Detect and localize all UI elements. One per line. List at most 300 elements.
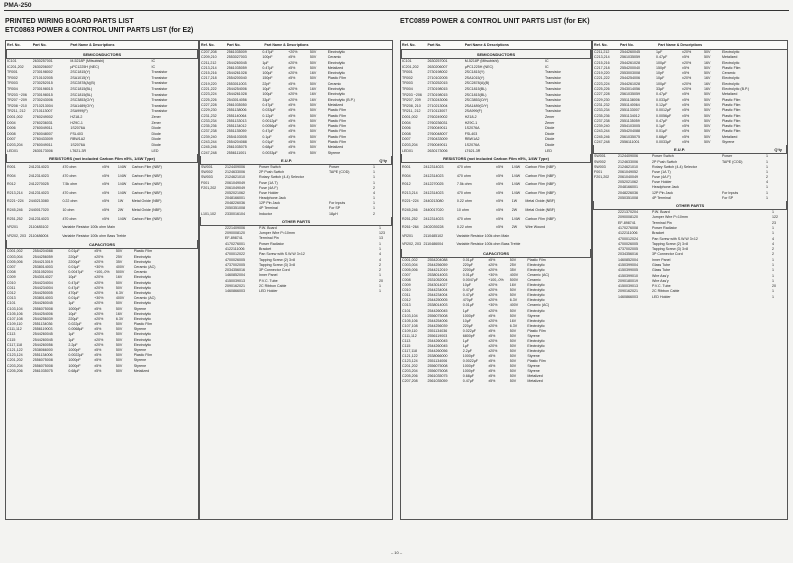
resistor-row (401, 206, 591, 215)
eup-row-cell: SW002 (201, 170, 213, 175)
resistor-row (401, 163, 591, 172)
eup-row-cell: Headphone Jack (259, 196, 286, 201)
capacitor-row-cell: ±5% (288, 108, 296, 113)
semiconductor-row-cell: 2630206007 (427, 64, 448, 69)
capacitor-row-cell: Electrolytic (327, 87, 346, 92)
other-part-row-cell: 1 (379, 284, 381, 289)
capacitor-row-cell: ±5% (288, 145, 296, 150)
capacitor-row-cell: C225,226 (201, 97, 217, 102)
eup-row-cell: Power (722, 154, 733, 159)
capacitor-row-cell: Styrene (133, 327, 147, 332)
capacitor-row-cell: 0.47µF (656, 92, 668, 97)
resistor-row-cell: 1/4W (117, 165, 127, 170)
resistor-row-cell: 0.22 ohm (456, 225, 472, 230)
capacitor-row-cell: Electrolytic (527, 348, 545, 353)
capacitor-row-cell: 0.68µF (262, 145, 274, 150)
semiconductor-row-cell: Diode (544, 131, 555, 136)
semiconductor-row-cell: Zener (151, 114, 161, 119)
capacitor-row-cell: 0.01µF (68, 296, 80, 301)
other-part-row-cell: 20 (379, 278, 383, 283)
capacitor-row-cell: 50V (704, 129, 711, 134)
resistor-row-cell: ±5% (102, 216, 110, 221)
semiconductor-row-cell: 2760249002 (32, 114, 53, 119)
semiconductor-row-cell: 2SA999(F) (70, 109, 88, 114)
other-part-row-cell: 4737002005 (225, 262, 245, 267)
eup-row-cell: 1 (373, 196, 375, 201)
other-part-row-cell: Power Radiator (259, 241, 284, 246)
capacitor-row-cell: C101 (402, 308, 411, 313)
capacitor-row-cell: Plastic Film (722, 97, 741, 102)
other-part-row-cell: 4700012024 (618, 236, 638, 241)
semiconductor-row-cell: IC (544, 59, 549, 63)
capacitor-row-cell: 2544260045 (427, 308, 448, 313)
resistor-row (401, 215, 591, 224)
capacitor-row-cell: ±20% (94, 254, 104, 259)
capacitor-row-cell: C101 (7, 301, 16, 306)
semiconductor-row-cell: Diode (151, 126, 161, 131)
capacitor-row-cell: 2551134036 (427, 328, 448, 333)
eup-row-cell: TAPE (COD) (722, 159, 743, 164)
capacitor-row-cell: 2551138006 (620, 97, 640, 102)
resistor-row-cell: 470 ohm (456, 190, 471, 195)
capacitor-row-cell: 2556075008 (427, 369, 448, 374)
eup-heading (593, 145, 787, 154)
capacitor-row-cell: 0.1µF (656, 124, 666, 129)
capacitor-row-cell: 10pF (656, 71, 665, 76)
capacitor-row-cell: C008 (7, 270, 16, 275)
semiconductors-heading: SEMICONDUCTORS (6, 50, 198, 59)
capacitor-row-cell: 1000pF (68, 348, 81, 352)
capacitor-row-cell: Styrene (527, 364, 540, 369)
capacitor-row-cell: 10µF (68, 275, 77, 280)
capacitor-row-cell: 0.0012µF (656, 108, 672, 113)
capacitor-row-cell: 25V (115, 254, 123, 259)
semiconductor-row-cell: 2760049011 (427, 142, 448, 147)
other-part-row-cell: 1 (379, 289, 381, 294)
other-part-row-cell: P.V.C. Tube (652, 284, 671, 289)
resistor-row-cell: ±5% (102, 190, 110, 195)
capacitor-row-cell: C205,206 (402, 374, 418, 379)
capacitor-row-cell: 0.01µF (462, 273, 474, 278)
other-part-row-cell: 1 (772, 257, 774, 262)
other-part-row-cell: EF-898741 (225, 236, 243, 241)
capacitor-row-cell: 6.3V (115, 290, 124, 295)
capacitor-row-cell: C117,118 (402, 348, 418, 353)
capacitor-row-cell: ±20% (682, 87, 692, 92)
capacitor-row-cell: Electrolytic (133, 316, 152, 321)
semiconductor-row-cell: Diode (544, 137, 555, 142)
resistor-row-cell: 1/4W (511, 216, 521, 221)
capacitor-row-cell: ±20% (488, 293, 498, 298)
eup-row-cell: 2124621010 (618, 164, 638, 169)
resistor-row-cell: 1/4W (511, 173, 521, 178)
capacitor-row-cell: ±20% (488, 348, 498, 353)
eup-row-cell: 2124409006 (225, 164, 245, 169)
capacitor-row-cell: 10µF (462, 283, 471, 288)
resistor-row-cell: Carbon Film (NBF) (525, 173, 556, 178)
semiconductor-row-cell: D006 (7, 126, 16, 131)
capacitor-row-cell: 0.0068µF (68, 327, 84, 332)
capacitor-row-cell: 2531052004 (427, 278, 448, 283)
capacitor-row-cell: Electrolytic (527, 338, 545, 343)
semiconductor-row-cell: D004 (402, 120, 411, 125)
resistor-row (6, 189, 198, 198)
capacitor-row-cell: C219,220 (594, 71, 610, 76)
eup-row-cell: F201,202 (594, 175, 610, 180)
other-part-row-cell: 4170276008 (618, 225, 638, 230)
semiconductor-row-cell: Transistor (544, 103, 561, 108)
resistor-row-cell: 1/4W (117, 173, 127, 178)
capacitor-row-cell: ±20% (682, 76, 692, 81)
capacitor-row-cell: 50V (509, 333, 517, 338)
semiconductor-row-cell: Diode (544, 142, 555, 147)
other-part-row-cell: Jumper Wire P=10mm (259, 231, 295, 236)
capacitor-row-cell: C239,240 (201, 134, 217, 139)
capacitor-row-cell: 0.47µF (262, 102, 274, 107)
resistor-row-cell: R261~264 (402, 225, 419, 230)
capacitor-row-cell: 0.12µF (262, 113, 274, 118)
capacitor-row-cell: 50V (509, 379, 517, 384)
semiconductor-row-cell: µPC1225H (NEC) (70, 64, 99, 69)
capacitor-row-cell: Electrolytic (527, 298, 545, 303)
capacitor-row-cell: Plastic Film (722, 65, 741, 70)
capacitor-row (401, 379, 591, 384)
capacitor-row-cell: 2544261028 (620, 81, 640, 86)
capacitor-row-cell: 0.47µF (462, 288, 474, 293)
capacitor-row-cell: Plastic Film (722, 129, 741, 134)
capacitor-row-cell: Electrolytic (133, 290, 152, 295)
capacitor-row-cell: Electrolytic (133, 301, 152, 306)
resistor-row-cell: ±5% (496, 216, 504, 221)
resistor-row-cell: ±5% (102, 173, 110, 178)
semiconductor-row-cell: 2730198002 (427, 70, 448, 75)
capacitor-row-cell: 50V (115, 342, 123, 347)
capacitor-row-cell: 2554204088 (226, 140, 247, 145)
semiconductor-row-cell: 2730198015 (32, 86, 53, 91)
resistor-row-cell: 2440017020 (28, 208, 49, 213)
resistor-row-cell: 2412270025 (28, 182, 49, 187)
capacitor-row-cell: C007 (402, 273, 411, 278)
capacitor-row-cell: 2538014003 (32, 296, 53, 301)
capacitor-row-cell: 0.0056µF (262, 124, 278, 129)
semiconductor-row-cell: D001,002 (402, 114, 418, 119)
other-part-row-cell: 2090008120 (225, 231, 245, 236)
capacitor-row-cell: Electrolytic (133, 285, 152, 290)
capacitor-row-cell: Styrene (133, 358, 147, 363)
other-part-row-cell: Terminal Pin (652, 220, 672, 225)
capacitor-row-cell: C229,230 (594, 97, 610, 102)
capacitor-row-cell: ±5% (288, 129, 296, 134)
capacitor-row-cell: 2544261028 (226, 71, 247, 76)
capacitor-row-cell: Ceramic (AC) (527, 303, 550, 308)
capacitor-row-cell: Plastic Film (722, 108, 741, 113)
eup-row-cell: For Inputs (722, 190, 739, 195)
resistor-row-cell: ±5% (102, 182, 110, 187)
capacitor-row-cell: C231,232 (201, 113, 217, 118)
semiconductor-row-cell: Diode (151, 137, 161, 142)
capacitor-row-cell: Electrolytic (327, 60, 346, 65)
semiconductor-row-cell: 2760048007 (427, 131, 448, 136)
capacitor-row-cell: ±5% (682, 113, 690, 118)
capacitor-row-cell: 2554204088 (427, 258, 448, 263)
capacitor-row-cell: Metalized (527, 374, 543, 379)
capacitor-row-cell: ±5% (488, 328, 496, 333)
resistor-row-cell (496, 240, 512, 249)
eup-row-cell: 1 (766, 164, 768, 169)
semiconductor-row-cell: 2630257001 (427, 59, 448, 63)
capacitor-row-cell: Electrolytic (527, 268, 545, 273)
capacitor-row-cell: C223,224 (594, 81, 610, 86)
capacitor-row-cell: ±5% (682, 55, 690, 60)
capacitor-row-cell: C003,004 (402, 263, 418, 268)
other-part-row-cell: 4 (772, 236, 774, 241)
capacitor-row-cell: ±20% (488, 283, 498, 288)
semiconductor-row-cell: TR208 ~210 (7, 103, 27, 108)
semiconductor-row-cell: M-5218P (Mitsubishi) (464, 59, 499, 63)
capacitor-row-cell: 2544260045 (32, 332, 53, 337)
capacitor-row-cell: Plastic Film (527, 328, 546, 333)
capacitor-row-cell: 0.0012µF (262, 118, 278, 123)
resistor-row-cell: 2412314023 (423, 173, 444, 178)
eup-row-cell: 18µH (329, 211, 338, 216)
capacitor-row-cell: 500V (115, 270, 125, 275)
capacitor-row-cell: 2554204088 (32, 249, 53, 254)
capacitor-row-cell: 0.0033µF (262, 150, 278, 155)
capacitor-row-cell: Metalized (722, 55, 738, 60)
semiconductor-row-cell: RBW1A2 (70, 137, 86, 142)
capacitor-row-cell: C203,204 (7, 363, 23, 368)
resistor-row-cell: 10 ohm (456, 208, 469, 213)
capacitor-row-cell: ±20% (488, 288, 498, 293)
capacitor-row-cell: 2551133013 (226, 118, 247, 123)
eup-row-cell: Fuse (1A T) (259, 180, 278, 185)
left-title-1: PRINTED WIRING BOARD PARTS LIST (5, 18, 134, 25)
capacitor-row-cell: C217,218 (594, 65, 610, 70)
resistor-row-cell: 2412314023 (28, 173, 49, 178)
resistor-row-cell: Carbon Film (NBF) (131, 165, 162, 170)
capacitor-row-cell: Ceramic (AC) (133, 296, 156, 301)
capacitor-row-cell: ±5% (94, 358, 102, 363)
capacitor-row-cell: Electrolytic (133, 280, 152, 285)
capacitor-row-cell: 2561035059 (427, 379, 448, 384)
eup-row-cell: Headphone Jack (652, 185, 679, 190)
capacitor-row-cell: 50V (509, 374, 517, 379)
other-part-row-cell: 2090008120 (618, 215, 638, 220)
other-part-row-cell: 4 (379, 252, 381, 257)
other-part-row-cell: Tapping Screw (3) 3×8 (259, 262, 296, 267)
capacitor-row-cell: 50V (309, 134, 317, 139)
resistor-row-cell: R221~224 (402, 199, 419, 204)
other-part-row-cell: Power Radiator (652, 225, 677, 230)
capacitor-row-cell: 50V (115, 363, 123, 368)
resistor-row-cell: ±5% (496, 165, 504, 170)
resistor-row-cell: Variable Resistor 100k ohm Bass Treble (456, 242, 521, 247)
other-part-row-cell: 1 (772, 263, 774, 267)
capacitor-row-cell: C103,104 (402, 313, 418, 318)
capacitor-row-cell: 0.01µF (462, 258, 474, 263)
eup-row-cell: 2048226036 (225, 201, 245, 206)
capacitor-row-cell: 1µF (462, 343, 469, 348)
semiconductor-row-cell: Transistor (544, 109, 561, 114)
capacitor-row-cell: C209,210 (201, 55, 217, 60)
other-part-row-cell: LED Holder (652, 294, 671, 299)
capacitor-row-cell: C121,122 (402, 353, 418, 358)
other-part-row-cell: 123 (379, 231, 385, 236)
capacitor-row-cell: 35V (509, 268, 517, 273)
semiconductor-row-cell: IC101 (402, 59, 412, 63)
capacitor-row-cell: Electrolytic (722, 60, 740, 65)
header-part: Part No. (226, 43, 241, 47)
capacitor-row-cell: 6.3V (509, 323, 518, 328)
semiconductor-row-cell: 2730198015 (427, 86, 448, 91)
capacitor-row-cell: ±5% (488, 313, 496, 318)
capacitor-row-cell: 220µF (68, 316, 79, 321)
capacitor-row-cell: 220µF (68, 254, 79, 259)
resistor-row-cell: Carbon Film (NBF) (525, 216, 556, 221)
capacitor-row-cell: C109,110 (7, 322, 23, 327)
capacitor-row-cell: ±5% (288, 150, 296, 155)
eup-row-cell: 4 (766, 180, 768, 185)
eup-row-cell: 1 (373, 180, 375, 185)
semiconductor-row-cell: 2630257001 (32, 59, 53, 63)
resistor-row-cell (511, 232, 525, 241)
semiconductor-row-cell: TR207, 209 (402, 98, 421, 103)
capacitor-row-cell: Plastic Film (327, 124, 347, 129)
capacitor-row-cell: ±20% (94, 275, 104, 280)
semiconductor-row-cell: M-5218P (Mitsubishi) (70, 59, 105, 63)
header-ref: Ref. No. (201, 43, 215, 47)
resistor-row-cell: VR202, 203 (7, 233, 26, 238)
resistor-row-cell: 2412314023 (423, 165, 444, 170)
capacitor-row-cell: C123,124 (7, 353, 23, 358)
other-part-row-cell: 4 (772, 241, 774, 246)
capacitor-row-cell: 50V (509, 308, 517, 313)
capacitor-row-cell: 2538066000 (32, 348, 53, 352)
semiconductor-row-cell: Diode (544, 126, 555, 131)
capacitor-row-cell: C227,228 (594, 92, 610, 97)
left-title-2: ETC0863 POWER & CONTROL UNIT PARTS LIST (for E2) (5, 27, 194, 34)
other-part-row-cell: 1 (772, 278, 774, 283)
capacitor-row-cell: 2544254006 (427, 318, 448, 323)
capacitor-row-cell: ±5% (288, 76, 296, 81)
capacitor-row-cell: 50V (509, 288, 517, 293)
capacitor-row-cell: Styrene (722, 140, 735, 145)
capacitor-row-cell: C245,246 (201, 145, 217, 150)
capacitor-row-cell: +100,-0% (94, 270, 110, 275)
semiconductor-row-cell: 2760048007 (32, 131, 53, 136)
capacitor-row-cell: 10µF (262, 87, 271, 92)
capacitor-row-cell: Ceramic (AC) (527, 273, 550, 278)
capacitor-row-cell: ±20% (682, 81, 692, 86)
capacitor-row-cell: ±5% (682, 97, 690, 102)
capacitor-row-cell: 2538014003 (427, 303, 448, 308)
capacitor-row-cell: ±5% (288, 113, 296, 118)
capacitor-row-cell: C013 (7, 296, 16, 301)
resistor-row-cell: R001 (402, 165, 411, 170)
semiconductor-row-cell: Zener (544, 114, 555, 119)
capacitor-row-cell: 50V (509, 353, 517, 358)
resistor-row-cell: 2402039228 (423, 225, 444, 230)
capacitor-row-cell: 50V (509, 293, 517, 298)
capacitor-row-cell: C215,216 (201, 71, 217, 76)
capacitor-row-cell: 2551134036 (32, 322, 53, 327)
eup-row-cell: 4P Terminal (652, 195, 671, 200)
capacitor-row-cell: Metalized (327, 102, 344, 107)
capacitor-row-cell: 0.47µF (262, 65, 274, 70)
resistor-row-cell: R251,252 (7, 216, 23, 221)
capacitor-row-cell: C107,108 (402, 323, 418, 328)
capacitor-row-cell: 50V (704, 65, 711, 70)
eup-row-cell: For Inputs (329, 201, 346, 206)
semiconductor-row-cell: 2630206007 (32, 64, 53, 69)
capacitor-row-cell: Styrene (133, 306, 147, 311)
other-part-row (593, 295, 787, 300)
eup-row-cell: 2052021062 (225, 190, 245, 195)
eup-row-cell: Power Switch (259, 164, 281, 169)
capacitor-row-cell: 2544261028 (620, 60, 640, 65)
semiconductor-row-cell: HZ9C-1 (464, 120, 478, 125)
capacitor-row-cell: Electrolytic (527, 323, 545, 328)
capacitor-row-cell: Electrolytic (722, 76, 740, 81)
capacitor-row-cell: 16V (115, 311, 123, 316)
eup-row-cell: 12P Pin Jack (259, 201, 280, 206)
semiconductor-row-cell: IC101 (7, 59, 17, 63)
capacitor-row-cell: C013 (402, 303, 411, 308)
capacitor-row-cell: C109,110 (402, 328, 418, 333)
resistor-row-cell: R012 (7, 182, 16, 187)
capacitor-row-cell: 2556119003 (32, 327, 53, 332)
eup-row-cell: SW003 (594, 164, 606, 169)
capacitor-row-cell: 0.12µF (656, 102, 668, 107)
header-ref: Ref. No. (402, 43, 416, 47)
capacitor-row-cell: ±5% (682, 134, 690, 139)
eup-row-cell: 1 (766, 195, 768, 200)
capacitor-row-cell: 400V (509, 273, 519, 278)
semiconductor-row-cell: 2SC2878(A)(B) (70, 81, 95, 86)
semiconductor-row-cell: 2630173006 (427, 148, 448, 153)
capacitor-row-cell: 2561035075 (427, 374, 448, 379)
capacitor-row-cell: Plastic Film (722, 118, 741, 123)
resistor-row-cell: VR201 (7, 225, 18, 230)
capacitor-row-cell: 2544260045 (427, 338, 448, 343)
capacitor-row-cell: Electrolytic (133, 254, 152, 259)
capacitor-row-cell: 0.01µF (656, 129, 668, 134)
capacitor-row-cell: 2553003008 (620, 71, 640, 76)
capacitor-row-cell: ±5% (682, 118, 690, 123)
capacitor-row-cell: 50V (309, 102, 317, 107)
capacitor-row-cell: 16V (309, 97, 317, 102)
semiconductor-row-cell: LED01 (7, 148, 18, 153)
semiconductor-row-cell: TR001 (402, 70, 413, 75)
capacitor-row-cell: ±5% (488, 258, 496, 263)
capacitor-row-cell: 0.0033µF (656, 140, 672, 145)
capacitor-row-cell: 2544256059 (427, 263, 448, 268)
capacitor-row-cell: 50V (115, 358, 123, 363)
resistor-row-cell: 470 ohm (456, 173, 471, 178)
capacitor-row-cell: 1µF (262, 60, 269, 65)
capacitor-row-cell: Electrolytic (B.P.) (722, 87, 750, 92)
capacitor-row-cell: C010 (402, 288, 411, 293)
eup-row-cell: 1 (373, 175, 375, 180)
capacitor-row-cell: ±5% (94, 249, 102, 254)
resistor-row-cell: 2110486004 (423, 242, 444, 247)
capacitor-row-cell: 33µF (656, 87, 665, 92)
capacitor-row-cell: 2551135059 (620, 118, 640, 123)
capacitor-row-cell: 50V (309, 118, 317, 123)
capacitor-row-cell: ±5% (488, 358, 496, 363)
other-part-row-cell: 4150039013 (225, 278, 245, 283)
semiconductor-row-cell: 2730252015 (427, 81, 448, 86)
